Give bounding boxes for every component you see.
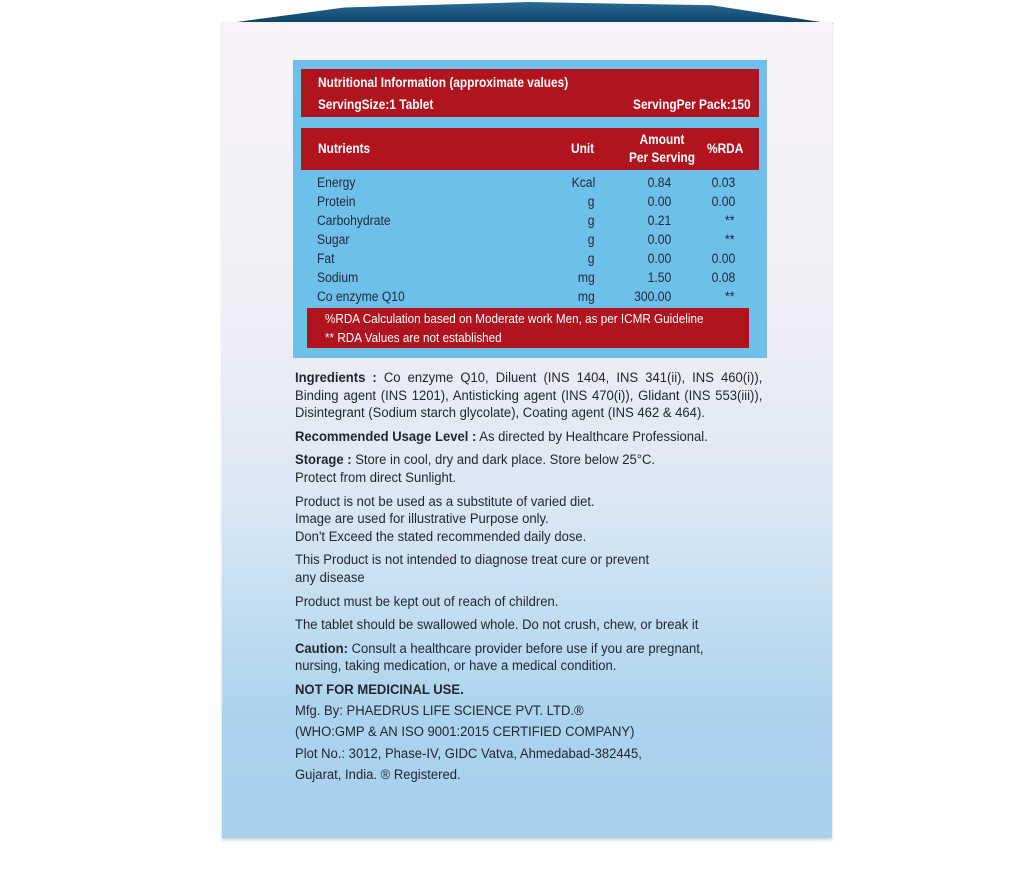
column-header-amount bbox=[626, 131, 698, 167]
servings-per-pack: ServingPer Pack:150 bbox=[633, 97, 751, 112]
nutrient-rda: 0.03 bbox=[711, 175, 735, 190]
manufacturer-line-3: Plot No.: 3012, Phase-IV, GIDC Vatva, Ahmedabad-382445, bbox=[295, 745, 642, 762]
note-diet: Product is not be used as a substitute of varied diet. bbox=[295, 493, 595, 510]
column-header-unit: Unit bbox=[571, 141, 595, 156]
nutrient-amount: 0.00 bbox=[647, 232, 671, 247]
ingredients-text: Co enzyme Q10, Diluent (INS 1404, INS 341(ii), INS 460(i)), Binding agent (INS 1201), Antisticking agent (INS 470(i)), Glidant (INS 553(iii)), Disintegrant (Sodium starch glycolate), Coating agent (INS 462 & 464). bbox=[295, 370, 763, 422]
nutrient-rda: 0.08 bbox=[711, 270, 735, 285]
note-image: Image are used for illustrative Purpose only. bbox=[295, 511, 549, 528]
usage-text: As directed by Healthcare Professional. bbox=[479, 428, 708, 445]
nutrient-amount: 0.21 bbox=[647, 213, 671, 228]
rda-footnote-1: %RDA Calculation based on Moderate work Men, as per ICMR Guideline bbox=[325, 311, 704, 326]
nutrient-unit: g bbox=[588, 213, 595, 228]
nutrition-table-header bbox=[301, 128, 759, 170]
caution-text-2: nursing, taking medication, or have a medical condition. bbox=[295, 658, 617, 675]
nutrient-name: Fat bbox=[317, 251, 335, 266]
nutrition-header-bar bbox=[301, 69, 759, 117]
nutrition-table-body bbox=[293, 174, 767, 307]
ingredients-paragraph bbox=[295, 370, 762, 423]
nutrient-amount: 0.00 bbox=[647, 251, 671, 266]
storage-label: Storage : bbox=[295, 452, 352, 469]
manufacturer-line-1: Mfg. By: PHAEDRUS LIFE SCIENCE PVT. LTD.® bbox=[295, 702, 584, 719]
nutrient-rda: 0.00 bbox=[711, 194, 735, 209]
nutrient-name: Sugar bbox=[317, 232, 350, 247]
table-row bbox=[293, 269, 767, 288]
not-medicinal-warning bbox=[295, 682, 764, 700]
nutrient-rda: ** bbox=[725, 213, 735, 228]
nutrition-info-panel bbox=[293, 60, 767, 358]
serving-size: ServingSize:1 Tablet bbox=[318, 97, 434, 112]
nutrient-name: Energy bbox=[317, 175, 356, 190]
nutrient-name: Co enzyme Q10 bbox=[317, 289, 405, 304]
caution-paragraph bbox=[295, 641, 764, 659]
nutrient-rda: ** bbox=[725, 289, 735, 304]
nutrient-name: Sodium bbox=[317, 270, 359, 285]
note-disease-1: This Product is not intended to diagnose treat cure or prevent bbox=[295, 552, 650, 569]
column-header-nutrients: Nutrients bbox=[318, 141, 371, 156]
nutrient-unit: Kcal bbox=[571, 175, 595, 190]
nutrient-name: Protein bbox=[317, 194, 356, 209]
nutrient-amount: 1.50 bbox=[647, 270, 671, 285]
nutrient-unit: mg bbox=[578, 289, 595, 304]
table-row bbox=[293, 193, 767, 212]
nutrient-amount: 300.00 bbox=[633, 289, 671, 304]
usage-label: Recommended Usage Level : bbox=[295, 428, 477, 445]
table-row bbox=[293, 288, 767, 307]
caution-label: Caution: bbox=[295, 640, 348, 657]
usage-paragraph bbox=[295, 429, 764, 447]
caution-text: Consult a healthcare provider before use if you are pregnant, bbox=[351, 640, 704, 657]
nutrient-unit: g bbox=[588, 232, 595, 247]
rda-footnote-2: ** RDA Values are not established bbox=[325, 330, 502, 345]
nutrient-name: Carbohydrate bbox=[317, 213, 391, 228]
note-dose: Don't Exceed the stated recommended daily dose. bbox=[295, 528, 587, 545]
note-swallow: The tablet should be swallowed whole. Do not crush, chew, or break it bbox=[295, 617, 699, 634]
nutrient-amount: 0.00 bbox=[647, 194, 671, 209]
storage-text: Store in cool, dry and dark place. Store below 25°C. bbox=[355, 452, 656, 469]
nutrient-rda: 0.00 bbox=[711, 251, 735, 266]
storage-paragraph bbox=[295, 452, 764, 470]
table-row bbox=[293, 174, 767, 193]
nutrient-unit: mg bbox=[578, 270, 595, 285]
nutrition-title: Nutritional Information (approximate values) bbox=[318, 75, 569, 90]
column-header-amount-line1: Amount bbox=[639, 132, 685, 147]
rda-footnote-bar bbox=[307, 308, 749, 348]
storage-text-2: Protect from direct Sunlight. bbox=[295, 469, 457, 486]
label-text-block bbox=[295, 370, 765, 785]
column-header-rda: %RDA bbox=[707, 141, 744, 156]
column-header-amount-line2: Per Serving bbox=[628, 150, 696, 165]
product-box-side-panel bbox=[222, 22, 832, 838]
manufacturer-line-2: (WHO:GMP & AN ISO 9001:2015 CERTIFIED COMPANY) bbox=[295, 724, 635, 741]
note-disease-2: any disease bbox=[295, 569, 365, 586]
note-children: Product must be kept out of reach of children. bbox=[295, 593, 559, 610]
table-row bbox=[293, 231, 767, 250]
table-row bbox=[293, 250, 767, 269]
not-medicinal-text: NOT FOR MEDICINAL USE. bbox=[295, 681, 464, 698]
nutrient-unit: g bbox=[588, 251, 595, 266]
ingredients-label: Ingredients : bbox=[295, 370, 377, 386]
table-row bbox=[293, 212, 767, 231]
nutrient-rda: ** bbox=[725, 232, 735, 247]
nutrient-unit: g bbox=[588, 194, 595, 209]
manufacturer-line-4: Gujarat, India. ® Registered. bbox=[295, 767, 461, 784]
box-top-flap bbox=[222, 2, 834, 24]
nutrient-amount: 0.84 bbox=[647, 175, 671, 190]
